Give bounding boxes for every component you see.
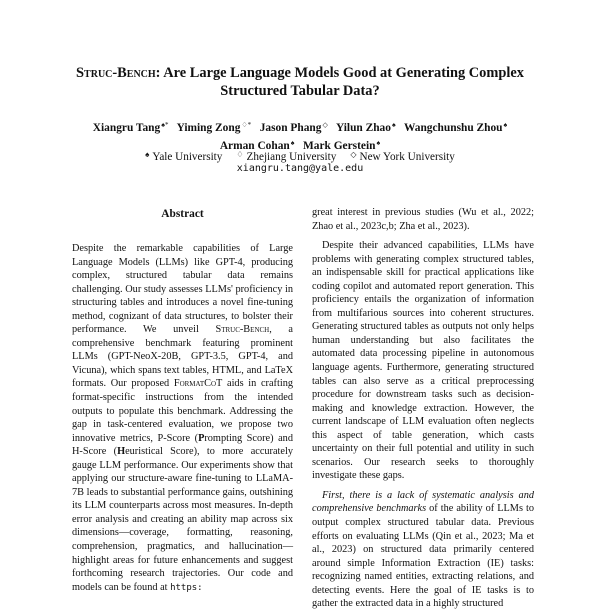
- affiliation: Zhejiang University: [246, 151, 337, 163]
- author-affil-mark: ♠*: [161, 121, 169, 129]
- author-affil-mark: ♠: [290, 139, 295, 147]
- abstract-body: Despite the remarkable capabilities of Large Language Models (LLMs) like GPT-4, producing complex, structured tabular data remains challenging. Our study assesses LLMs' proficiency in structuring tables and introduces a novel fine-tuning method, cognizant of data structures, to bolster their performance. We unveil Struc-Bench, a comprehensive benchmark featuring prominent LLMs (GPT-NeoX-20B, GPT-3.5, GPT-4, and Vicuna), which spans text tables, HTML, and LaTeX formats. Our proposed FormatCoT aids in crafting format-specific instructions from the intended outputs to populate this benchmark. Addressing the gap in task-centered evaluation, we propose two innovative metrics, P-Score (Prompting Score) and H-Score (Heuristical Score), to more accurately gauge LLM performance. Our experiments show that applying our structure-aware fine-tuning to LLaMA-7B leads to substantial performance gains, outshining its LLM counterparts across most measures. In-depth error analysis and creating an ability map across six dimensions—coverage, formatting, reasoning, comprehension, pragmatics, and hallucination—highlight areas for future enhancements and suggest forthcoming research trajectories. Our code and models can be found at https:: [72, 243, 293, 593]
- affil-mark: ◇: [350, 150, 357, 159]
- author-name: Xiangru Tang: [92, 122, 161, 134]
- intro-paragraph: First, there is a lack of systematic analysis and comprehensive benchmarks of the ability of LLMs to output complex structured tabular data. Previous efforts on evaluating LLMs (Qin et al., 2023; Ma et al., 2023) on structured data primarily centered around simple Information Extraction (IE) tasks: recognizing named entities, extracting relations, and detecting events. Here the goal of IE tasks is to gather the extracted data in a highly structured: [312, 489, 534, 610]
- author-name: Wangchunshu Zhou: [404, 122, 503, 134]
- author-name: Yilun Zhao: [335, 122, 391, 134]
- author-name: Yiming Zong: [176, 122, 241, 134]
- abstract-heading: Abstract: [161, 208, 204, 220]
- benchmark-name: Struc-Bench: [76, 65, 156, 81]
- affil-mark: ♢: [236, 150, 244, 159]
- author-affil-mark: ♠: [391, 121, 396, 129]
- author-affil-mark: ♠: [503, 121, 508, 129]
- code-link[interactable]: https:: [170, 582, 203, 593]
- title-rest: : Are Large Language Models Good at Generating Complex Structured Tabular Data?: [155, 65, 524, 99]
- affiliation: New York University: [359, 151, 455, 163]
- introduction-column: [312, 206, 534, 610]
- paper-title: [60, 64, 540, 100]
- author-line-1: [40, 118, 560, 136]
- author-name: Mark Gerstein: [303, 140, 376, 152]
- intro-paragraph: Despite their advanced capabilities, LLMs have problems with generating complex structured tables, an indispensable skill for practical applications like coding copilot and automated report generation. This proficiency entails the organization of information from multifarious sources into coherent structures. Generating structured tables as outputs not only helps human understanding but also facilitates the automated data processing pipeline in autonomous language agents. Furthermore, generating structured tables can also serve as a critical preprocessing procedure for downstream tasks such as decision-making and knowledge extraction. However, the current landscape of LLM evaluation often neglects this aspect of table generation, which casts uncertainty on their full potential and utility in such scenarios. Our research seeks to thoroughly investigate these gaps.: [312, 240, 534, 482]
- author-affil-mark: ♠: [376, 139, 381, 147]
- author-affil-mark: ◇: [322, 121, 328, 129]
- affil-mark: ♠: [145, 150, 150, 159]
- author-name: Arman Cohan: [219, 140, 290, 152]
- author-name: Jason Phang: [259, 122, 322, 134]
- method-name-inline: FormatCoT: [173, 378, 223, 390]
- contact-email[interactable]: xiangru.tang@yale.edu: [236, 163, 364, 174]
- affiliation: Yale University: [152, 151, 223, 163]
- author-affil-mark: ♢*: [241, 121, 252, 129]
- intro-paragraph: great interest in previous studies (Wu et al., 2022; Zhao et al., 2023c,b; Zha et al., 2023).: [312, 207, 534, 232]
- benchmark-name-inline: Struc-Bench: [215, 324, 270, 336]
